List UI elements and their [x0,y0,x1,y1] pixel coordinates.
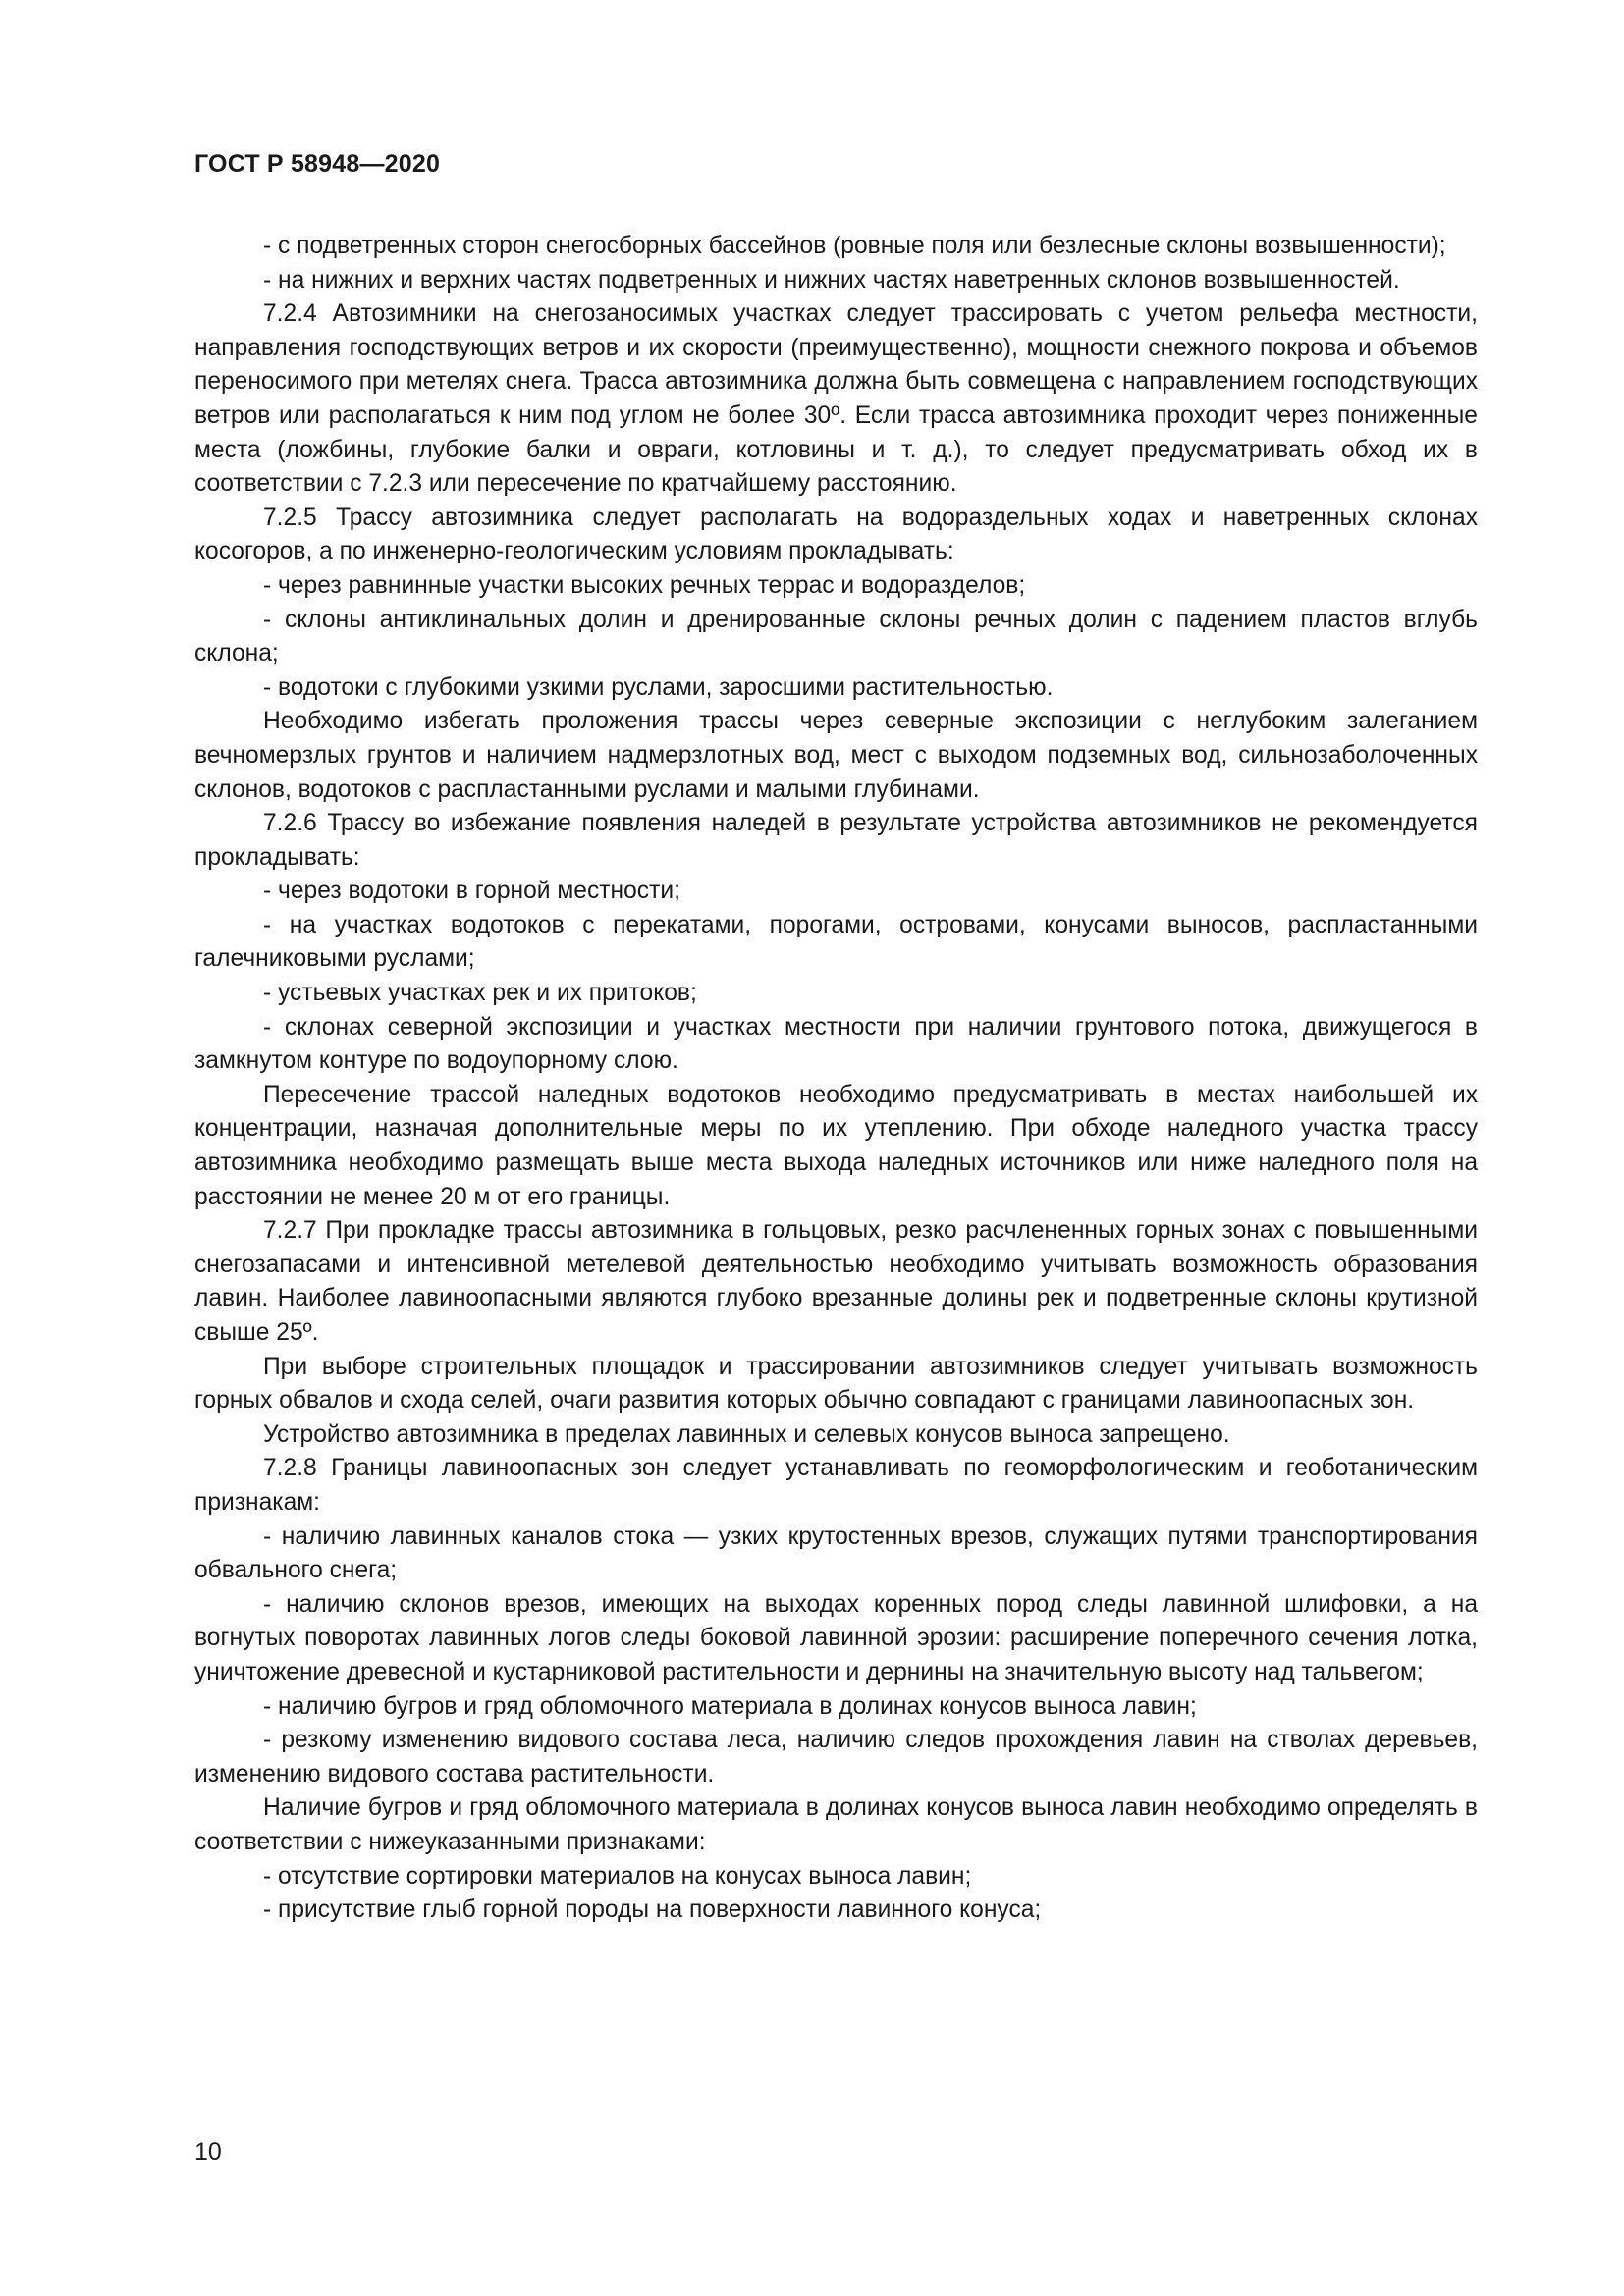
paragraph: 7.2.8 Границы лавиноопасных зон следует устанавливать по геоморфологическим и геоботаническим признакам: [194,1455,1478,1516]
paragraph: - склонах северной экспозиции и участках местности при наличии грунтового потока, движущегося в замкнутом контуре по водоупорному слою. [194,1013,1478,1075]
paragraph: - наличию лавинных каналов стока — узких крутостенных врезов, служащих путями транспортирования обвального снега; [194,1522,1478,1584]
paragraph: Устройство автозимника в пределах лавинных и селевых конусов выноса запрещено. [263,1420,1230,1448]
paragraph: 7.2.5 Трассу автозимника следует располагать на водораздельных ходах и наветренных склонах косогоров, а по инженерно-геологическим условиям прокладывать: [194,504,1478,565]
paragraph: - наличию склонов врезов, имеющих на выходах коренных пород следы лавинной шлифовки, а на вогнутых поворотах лавинных логов следы боковой лавинной эрозии: расширение поперечного сечения лотка, уничтожение древесной и кустарниковой растительности и дернины на значительную высоту над тальвегом; [194,1590,1478,1685]
page-number: 10 [194,2138,222,2165]
paragraph: - водотоки с глубокими узкими руслами, заросшими растительностью. [263,673,1054,701]
paragraph: - на участках водотоков с перекатами, порогами, островами, конусами выносов, распластанными галечниковыми руслами; [194,911,1478,973]
paragraph: Наличие бугров и гряд обломочного материала в долинах конусов выноса лавин необходимо определять в соответствии с нижеуказанными признаками: [194,1794,1478,1855]
paragraph: - через равнинные участки высоких речных террас и водоразделов; [263,571,1026,599]
paragraph: - присутствие глыб горной породы на поверхности лавинного конуса; [263,1896,1042,1924]
document-body [194,230,1478,1928]
paragraph: - через водотоки в горной местности; [263,878,680,905]
paragraph: Пересечение трассой наледных водотоков необходимо предусматривать в местах наибольшей их концентрации, назначая дополнительные меры по их утеплению. При обходе наледного участка трассу автозимника необходимо размещать выше места выхода наледных источников или ниже наледного поля на расстоянии не менее 20 м от его границы. [194,1081,1478,1210]
paragraph: - на нижних и верхних частях подветренных и нижних частях наветренных склонов возвышенностей. [263,266,1400,294]
paragraph: 7.2.4 Автозимники на снегозаносимых участках следует трассировать с учетом рельефа местности, направления господствующих ветров и их скорости (преимущественно), мощности снежного покрова и объемов переносимого при метелях снега. Трасса автозимника должна быть совмещена с направлением господствующих ветров или располагаться к ним под углом не более 30º. Если трасса автозимника проходит через пониженные места (ложбины, глубокие балки и овраги, котловины и т. д.), то следует предусматривать обход их в соответствии с 7.2.3 или пересечение по кратчайшему расстоянию. [194,300,1478,498]
paragraph: - отсутствие сортировки материалов на конусах выноса лавин; [263,1862,972,1890]
paragraph: При выборе строительных площадок и трассировании автозимников следует учитывать возможность горных обвалов и схода селей, очаги развития которых обычно совпадают с границами лавиноопасных зон. [194,1353,1478,1415]
paragraph: - с подветренных сторон снегосборных бассейнов (ровные поля или безлесные склоны возвышенности); [263,233,1446,259]
paragraph: - устьевых участках рек и их притоков; [263,980,697,1007]
paragraph: - резкому изменению видового состава леса, наличию следов прохождения лавин на стволах деревьев, изменению видового состава растительности. [194,1727,1478,1788]
document-header: ГОСТ Р 58948—2020 [194,150,441,178]
paragraph: 7.2.7 При прокладке трассы автозимника в гольцовых, резко расчлененных горных зонах с повышенными снегозапасами и интенсивной метелевой деятельностью необходимо учитывать возможность образования лавин. Наиболее лавиноопасными являются глубоко врезанные долины рек и подветренные склоны крутизной свыше 25º. [194,1217,1478,1346]
paragraph: - наличию бугров и гряд обломочного материала в долинах конусов выноса лавин; [263,1692,1197,1720]
paragraph: Необходимо избегать проложения трассы через северные экспозиции с неглубоким залеганием вечномерзлых грунтов и наличием надмерзлотных вод, мест с выходом подземных вод, сильнозаболоченных склонов, водотоков с распластанными руслами и малыми глубинами. [194,708,1478,803]
paragraph: 7.2.6 Трассу во избежание появления наледей в результате устройства автозимников не рекомендуется прокладывать: [194,810,1478,871]
paragraph: - склоны антиклинальных долин и дренированные склоны речных долин с падением пластов вглубь склона; [194,606,1478,667]
